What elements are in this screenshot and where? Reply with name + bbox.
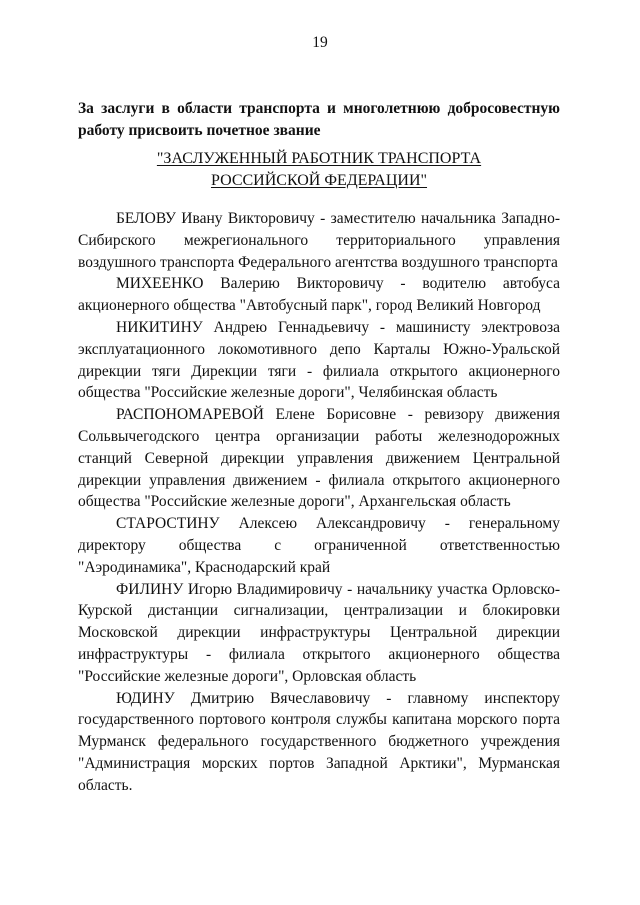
awardee-entry: ЮДИНУ Дмитрию Вячеславовичу - главному инспектору государственного портового контроля службы капитана морского порта Мурманск федерального государственного бюджетного учреждения "Администрация морских портов Западной Арктики", Мурманская область. (78, 689, 560, 794)
decree-intro: За заслуги в области транспорта и многолетнюю добросовестную работу присвоить почетное звание (78, 99, 560, 139)
awardee-entry: СТАРОСТИНУ Алексею Александровичу - генеральному директору общества с ограниченной ответственностью "Аэродинамика", Краснодарский край (78, 515, 560, 576)
awardee-entry: БЕЛОВУ Ивану Викторовичу - заместителю начальника Западно-Сибирского межрегионального территориального управления воздушного транспорта Федерального агентства воздушного транспорта (78, 210, 560, 271)
page-number: 19 (312, 34, 328, 51)
honorary-title (78, 148, 560, 192)
awardee-list (78, 208, 560, 797)
awardee-entry: МИХЕЕНКО Валерию Викторовичу - водителю автобуса акционерного общества "Автобусный парк", город Великий Новгород (78, 275, 560, 315)
awardee-entry: ФИЛИНУ Игорю Владимировичу - начальнику участка Орловско-Курской дистанции сигнализации, централизации и блокировки Московской дирекции инфраструктуры Центральной дирекции инфраструктуры - филиала открытого акционерного общества "Российские железные дороги", Орловская область (78, 580, 560, 685)
awardee-entry: НИКИТИНУ Андрею Геннадьевичу - машинисту электровоза эксплуатационного локомотивного депо Карталы Южно-Уральской дирекции тяги Дирекции тяги - филиала открытого акционерного общества "Российские железные дороги", Челябинская область (78, 318, 560, 402)
honorary-title-line-2: РОССИЙСКОЙ ФЕДЕРАЦИИ" (210, 172, 428, 189)
awardee-entry: РАСПОНОМАРЕВОЙ Елене Борисовне - ревизору движения Сольвычегодского центра организации работы железнодорожных станций Северной дирекции управления движением Центральной дирекции управления движением - филиала открытого акционерного общества "Российские железные дороги", Архангельская область (78, 406, 560, 511)
honorary-title-line-1: "ЗАСЛУЖЕННЫЙ РАБОТНИК ТРАНСПОРТА (156, 150, 482, 167)
